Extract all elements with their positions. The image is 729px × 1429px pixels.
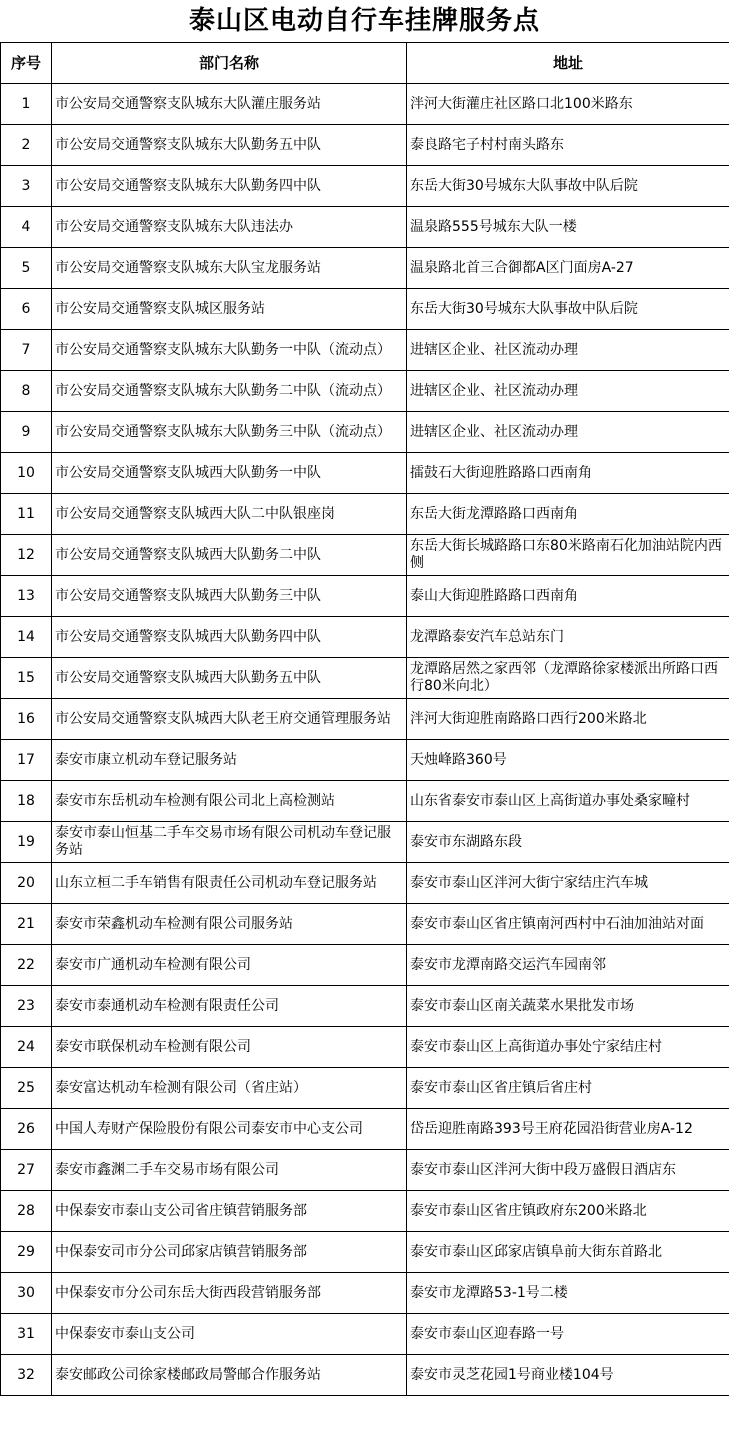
- row-index: 27: [1, 1150, 52, 1191]
- department-name: 市公安局交通警察支队城东大队勤务五中队: [52, 125, 407, 166]
- department-name: 市公安局交通警察支队城西大队勤务二中队: [52, 535, 407, 576]
- column-header-address: 地址: [407, 43, 729, 84]
- table-body: [1, 84, 729, 1396]
- address: 天烛峰路360号: [407, 740, 729, 781]
- department-name: 泰安市广通机动车检测有限公司: [52, 945, 407, 986]
- row-index: 19: [1, 822, 52, 863]
- row-index: 22: [1, 945, 52, 986]
- table-row: [1, 1068, 729, 1109]
- department-name: 市公安局交通警察支队城东大队勤务四中队: [52, 166, 407, 207]
- table-header-row: [1, 43, 729, 84]
- address: 进辖区企业、社区流动办理: [407, 371, 729, 412]
- row-index: 32: [1, 1355, 52, 1396]
- department-name: 市公安局交通警察支队城西大队老王府交通管理服务站: [52, 699, 407, 740]
- address: 泮河大街灌庄社区路口北100米路东: [407, 84, 729, 125]
- row-index: 26: [1, 1109, 52, 1150]
- address: 进辖区企业、社区流动办理: [407, 330, 729, 371]
- row-index: 16: [1, 699, 52, 740]
- table-row: [1, 1355, 729, 1396]
- table-row: [1, 166, 729, 207]
- department-name: 泰安富达机动车检测有限公司（省庄站）: [52, 1068, 407, 1109]
- address: 龙潭路泰安汽车总站东门: [407, 617, 729, 658]
- address: 擂鼓石大街迎胜路路口西南角: [407, 453, 729, 494]
- address: 岱岳迎胜南路393号王府花园沿街营业房A-12: [407, 1109, 729, 1150]
- department-name: 市公安局交通警察支队城西大队勤务四中队: [52, 617, 407, 658]
- row-index: 11: [1, 494, 52, 535]
- department-name: 泰安市康立机动车登记服务站: [52, 740, 407, 781]
- row-index: 1: [1, 84, 52, 125]
- row-index: 20: [1, 863, 52, 904]
- department-name: 市公安局交通警察支队城区服务站: [52, 289, 407, 330]
- table-row: [1, 535, 729, 576]
- row-index: 24: [1, 1027, 52, 1068]
- department-name: 市公安局交通警察支队城东大队勤务三中队（流动点）: [52, 412, 407, 453]
- address: 泰安市泰山区南关蔬菜水果批发市场: [407, 986, 729, 1027]
- address: 泰安市泰山区邱家店镇阜前大街东首路北: [407, 1232, 729, 1273]
- table-row: [1, 453, 729, 494]
- row-index: 10: [1, 453, 52, 494]
- page-title: 泰山区电动自行车挂牌服务点: [188, 6, 540, 36]
- table-row: [1, 207, 729, 248]
- address: 泰山大街迎胜路路口西南角: [407, 576, 729, 617]
- table-row: [1, 1232, 729, 1273]
- department-name: 市公安局交通警察支队城西大队勤务三中队: [52, 576, 407, 617]
- row-index: 3: [1, 166, 52, 207]
- address: 泰安市泰山区省庄镇后省庄村: [407, 1068, 729, 1109]
- address: 温泉路北首三合御都A区门面房A-27: [407, 248, 729, 289]
- address: 泰安市灵芝花园1号商业楼104号: [407, 1355, 729, 1396]
- table-row: [1, 1314, 729, 1355]
- address: 龙潭路居然之家西邻（龙潭路徐家楼派出所路口西行80米向北）: [407, 658, 729, 699]
- row-index: 6: [1, 289, 52, 330]
- address: 东岳大街龙潭路路口西南角: [407, 494, 729, 535]
- table-row: [1, 289, 729, 330]
- table-row: [1, 658, 729, 699]
- address: 东岳大街30号城东大队事故中队后院: [407, 166, 729, 207]
- department-name: 泰安市荣鑫机动车检测有限公司服务站: [52, 904, 407, 945]
- address: 泰安市龙潭路53-1号二楼: [407, 1273, 729, 1314]
- row-index: 8: [1, 371, 52, 412]
- table-row: [1, 248, 729, 289]
- column-header-department: 部门名称: [52, 43, 407, 84]
- department-name: 市公安局交通警察支队城东大队违法办: [52, 207, 407, 248]
- address: 泮河大街迎胜南路路口西行200米路北: [407, 699, 729, 740]
- row-index: 18: [1, 781, 52, 822]
- table-row: [1, 84, 729, 125]
- table-row: [1, 904, 729, 945]
- row-index: 30: [1, 1273, 52, 1314]
- row-index: 9: [1, 412, 52, 453]
- table-row: [1, 1191, 729, 1232]
- address: 泰良路宅子村村南头路东: [407, 125, 729, 166]
- table-row: [1, 740, 729, 781]
- department-name: 泰安市泰通机动车检测有限责任公司: [52, 986, 407, 1027]
- department-name: 市公安局交通警察支队城东大队勤务二中队（流动点）: [52, 371, 407, 412]
- table-row: [1, 1273, 729, 1314]
- row-index: 7: [1, 330, 52, 371]
- address: 山东省泰安市泰山区上高街道办事处桑家疃村: [407, 781, 729, 822]
- row-index: 23: [1, 986, 52, 1027]
- table-row: [1, 330, 729, 371]
- table-row: [1, 1027, 729, 1068]
- table-row: [1, 822, 729, 863]
- table-row: [1, 863, 729, 904]
- row-index: 4: [1, 207, 52, 248]
- department-name: 中保泰安市泰山支公司: [52, 1314, 407, 1355]
- department-name: 中保泰安市泰山支公司省庄镇营销服务部: [52, 1191, 407, 1232]
- address: 东岳大街长城路路口东80米路南石化加油站院内西侧: [407, 535, 729, 576]
- table-row: [1, 699, 729, 740]
- address: 泰安市东湖路东段: [407, 822, 729, 863]
- department-name: 中保泰安市分公司东岳大街西段营销服务部: [52, 1273, 407, 1314]
- address: 泰安市泰山区省庄镇政府东200米路北: [407, 1191, 729, 1232]
- department-name: 山东立桓二手车销售有限责任公司机动车登记服务站: [52, 863, 407, 904]
- department-name: 市公安局交通警察支队城西大队勤务一中队: [52, 453, 407, 494]
- row-index: 5: [1, 248, 52, 289]
- department-name: 泰安市联保机动车检测有限公司: [52, 1027, 407, 1068]
- table-row: [1, 494, 729, 535]
- table-row: [1, 945, 729, 986]
- department-name: 泰安市泰山恒基二手车交易市场有限公司机动车登记服务站: [52, 822, 407, 863]
- column-header-index: 序号: [1, 43, 52, 84]
- table-row: [1, 986, 729, 1027]
- department-name: 泰安邮政公司徐家楼邮政局警邮合作服务站: [52, 1355, 407, 1396]
- table-row: [1, 371, 729, 412]
- row-index: 31: [1, 1314, 52, 1355]
- address: 温泉路555号城东大队一楼: [407, 207, 729, 248]
- service-points-table: [0, 42, 729, 1396]
- address: 泰安市泰山区迎春路一号: [407, 1314, 729, 1355]
- row-index: 12: [1, 535, 52, 576]
- address: 进辖区企业、社区流动办理: [407, 412, 729, 453]
- row-index: 29: [1, 1232, 52, 1273]
- department-name: 市公安局交通警察支队城东大队宝龙服务站: [52, 248, 407, 289]
- row-index: 17: [1, 740, 52, 781]
- table-row: [1, 1109, 729, 1150]
- department-name: 泰安市东岳机动车检测有限公司北上高检测站: [52, 781, 407, 822]
- row-index: 15: [1, 658, 52, 699]
- row-index: 28: [1, 1191, 52, 1232]
- department-name: 市公安局交通警察支队城西大队二中队银座岗: [52, 494, 407, 535]
- address: 泰安市泰山区泮河大街宁家结庄汽车城: [407, 863, 729, 904]
- department-name: 市公安局交通警察支队城东大队勤务一中队（流动点）: [52, 330, 407, 371]
- row-index: 21: [1, 904, 52, 945]
- department-name: 市公安局交通警察支队城东大队灌庄服务站: [52, 84, 407, 125]
- row-index: 14: [1, 617, 52, 658]
- row-index: 13: [1, 576, 52, 617]
- table-row: [1, 412, 729, 453]
- row-index: 25: [1, 1068, 52, 1109]
- department-name: 中国人寿财产保险股份有限公司泰安市中心支公司: [52, 1109, 407, 1150]
- address: 东岳大街30号城东大队事故中队后院: [407, 289, 729, 330]
- address: 泰安市泰山区省庄镇南河西村中石油加油站对面: [407, 904, 729, 945]
- table-row: [1, 576, 729, 617]
- table-row: [1, 1150, 729, 1191]
- department-name: 中保泰安司市分公司邱家店镇营销服务部: [52, 1232, 407, 1273]
- address: 泰安市泰山区泮河大街中段万盛假日酒店东: [407, 1150, 729, 1191]
- table-row: [1, 781, 729, 822]
- table-row: [1, 125, 729, 166]
- address: 泰安市泰山区上高街道办事处宁家结庄村: [407, 1027, 729, 1068]
- row-index: 2: [1, 125, 52, 166]
- address: 泰安市龙潭南路交运汽车园南邻: [407, 945, 729, 986]
- department-name: 市公安局交通警察支队城西大队勤务五中队: [52, 658, 407, 699]
- table-row: [1, 617, 729, 658]
- department-name: 泰安市鑫渊二手车交易市场有限公司: [52, 1150, 407, 1191]
